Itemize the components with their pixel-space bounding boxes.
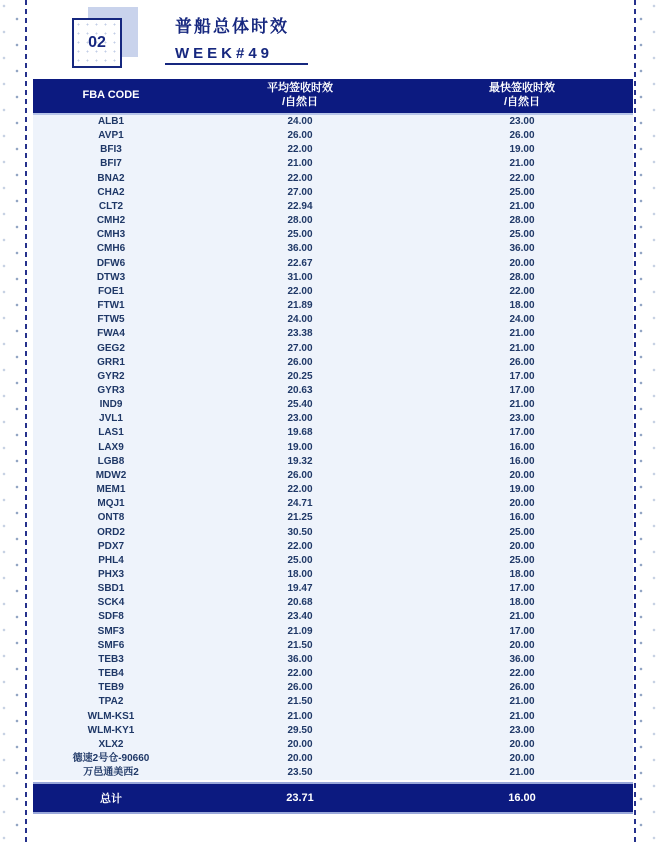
section-number: 02 [88, 34, 106, 51]
fastest-cell: 20.00 [509, 738, 535, 750]
fastest-cell: 25.00 [509, 526, 535, 538]
timeliness-table [33, 79, 633, 814]
fba-code-cell: TPA2 [98, 696, 124, 708]
table-row [33, 625, 633, 639]
table-row [33, 738, 633, 752]
fba-code-cell: CMH6 [96, 243, 126, 255]
fba-code-cell: GYR3 [97, 384, 125, 396]
table-row [33, 115, 633, 129]
table-row [33, 667, 633, 681]
avg-cell: 19.47 [287, 583, 313, 595]
fastest-cell: 21.00 [509, 342, 535, 354]
table-row [33, 214, 633, 228]
fastest-cell: 22.00 [509, 172, 535, 184]
fastest-cell: 19.00 [509, 484, 535, 496]
table-row [33, 441, 633, 455]
column-header-sublabel: /自然日 [281, 96, 319, 108]
fba-code-cell: FTW5 [97, 314, 125, 326]
fba-code-cell: DTW3 [96, 271, 126, 283]
fastest-cell: 28.00 [509, 271, 535, 283]
fastest-cell: 21.00 [509, 399, 535, 411]
avg-cell: 27.00 [287, 186, 313, 198]
left-dashed-rule [25, 0, 27, 844]
fastest-cell: 21.00 [509, 696, 535, 708]
table-header-row [33, 79, 633, 115]
table-row [33, 639, 633, 653]
table-row [33, 610, 633, 624]
avg-cell: 36.00 [287, 653, 313, 665]
avg-cell: 20.00 [287, 753, 313, 765]
fastest-cell: 28.00 [509, 215, 535, 227]
table-row [33, 242, 633, 256]
fba-code-cell: PHL4 [98, 554, 124, 566]
fba-code-cell: WLM-KY1 [87, 724, 135, 736]
fba-code-cell: AVP1 [98, 130, 124, 142]
fastest-cell: 25.00 [509, 554, 535, 566]
avg-cell: 22.00 [287, 144, 313, 156]
footer-average-value: 23.71 [286, 792, 314, 805]
table-row [33, 695, 633, 709]
avg-cell: 19.68 [287, 427, 313, 439]
fba-code-cell: CMH3 [96, 229, 126, 241]
avg-cell: 27.00 [287, 342, 313, 354]
avg-cell: 24.71 [287, 498, 313, 510]
fastest-cell: 23.00 [509, 724, 535, 736]
fastest-cell: 17.00 [509, 427, 535, 439]
avg-cell: 25.40 [287, 399, 313, 411]
fba-code-cell: SBD1 [97, 583, 125, 595]
fba-code-cell: SDF8 [98, 611, 124, 623]
fba-code-cell: DFW6 [96, 257, 126, 269]
avg-cell: 20.68 [287, 597, 313, 609]
table-footer-row [33, 782, 633, 814]
fastest-cell: 17.00 [509, 625, 535, 637]
fastest-cell: 21.00 [509, 158, 535, 170]
table-row [33, 200, 633, 214]
table-row [33, 285, 633, 299]
table-row [33, 398, 633, 412]
avg-cell: 21.09 [287, 625, 313, 637]
fba-code-cell: ORD2 [97, 526, 125, 538]
fba-code-cell: FTW1 [97, 300, 125, 312]
table-row [33, 356, 633, 370]
table-row [33, 752, 633, 766]
fastest-cell: 20.00 [509, 753, 535, 765]
fastest-cell: 25.00 [509, 186, 535, 198]
fastest-cell: 17.00 [509, 583, 535, 595]
avg-cell: 26.00 [287, 469, 313, 481]
fba-code-cell: 万邑通美西2 [83, 767, 139, 779]
fastest-cell: 21.00 [509, 710, 535, 722]
fastest-cell: 26.00 [509, 682, 535, 694]
fba-code-cell: LGB8 [97, 455, 125, 467]
avg-cell: 21.25 [287, 512, 313, 524]
table-row [33, 157, 633, 171]
fastest-cell: 21.00 [509, 767, 535, 779]
avg-cell: 23.38 [287, 328, 313, 340]
fastest-cell: 17.00 [509, 370, 535, 382]
fastest-cell: 26.00 [509, 356, 535, 368]
fba-code-cell: BNA2 [97, 172, 125, 184]
avg-cell: 36.00 [287, 243, 313, 255]
table-row [33, 596, 633, 610]
fastest-cell: 21.00 [509, 611, 535, 623]
fastest-cell: 16.00 [509, 441, 535, 453]
avg-cell: 28.00 [287, 215, 313, 227]
fba-code-cell: SMF3 [97, 625, 125, 637]
fastest-cell: 17.00 [509, 384, 535, 396]
fba-code-cell: JVL1 [99, 413, 123, 425]
fba-code-cell: MEM1 [96, 484, 126, 496]
page-title: 普船总体时效 [175, 17, 289, 36]
section-number-badge [72, 18, 122, 68]
fba-code-cell: LAX9 [98, 441, 124, 453]
fastest-cell: 22.00 [509, 668, 535, 680]
avg-cell: 21.00 [287, 158, 313, 170]
avg-cell: 20.63 [287, 384, 313, 396]
table-row [33, 384, 633, 398]
avg-cell: 26.00 [287, 682, 313, 694]
fba-code-cell: CHA2 [97, 186, 125, 198]
fba-code-cell: GYR2 [97, 370, 125, 382]
fastest-cell: 20.00 [509, 257, 535, 269]
fba-code-cell: WLM-KS1 [87, 710, 135, 722]
table-row [33, 327, 633, 341]
fba-code-cell: XLX2 [98, 738, 124, 750]
fba-code-cell: MDW2 [95, 469, 127, 481]
avg-cell: 22.00 [287, 668, 313, 680]
fastest-cell: 26.00 [509, 130, 535, 142]
column-header-average [189, 79, 411, 113]
table-body [33, 115, 633, 780]
fastest-cell: 20.00 [509, 498, 535, 510]
fastest-cell: 16.00 [509, 455, 535, 467]
avg-cell: 22.94 [287, 200, 313, 212]
avg-cell: 25.00 [287, 554, 313, 566]
avg-cell: 18.00 [287, 569, 313, 580]
footer-fastest-value: 16.00 [508, 792, 536, 805]
avg-cell: 21.89 [287, 300, 313, 312]
fba-code-cell: BFI7 [100, 158, 122, 170]
table-row [33, 172, 633, 186]
avg-cell: 23.50 [287, 767, 313, 779]
avg-cell: 22.67 [287, 257, 313, 269]
column-header-fastest [411, 79, 633, 113]
avg-cell: 19.32 [287, 455, 313, 467]
column-header-sublabel: /自然日 [503, 96, 541, 108]
table-row [33, 143, 633, 157]
table-row [33, 228, 633, 242]
fba-code-cell: MQJ1 [97, 498, 125, 510]
table-row [33, 271, 633, 285]
avg-cell: 25.00 [287, 229, 313, 241]
fba-code-cell: CMH2 [96, 215, 126, 227]
table-row [33, 370, 633, 384]
fastest-cell: 23.00 [509, 413, 535, 425]
fba-code-cell: BFI3 [100, 144, 122, 156]
column-header-label: 平均签收时效 [267, 82, 333, 95]
table-row [33, 469, 633, 483]
fba-code-cell: GEG2 [97, 342, 125, 354]
right-dashed-rule [634, 0, 636, 844]
table-row [33, 554, 633, 568]
avg-cell: 22.00 [287, 285, 313, 297]
fba-code-cell: FOE1 [97, 285, 125, 297]
fba-code-cell: SMF6 [97, 639, 125, 651]
avg-cell: 23.00 [287, 413, 313, 425]
fastest-cell: 20.00 [509, 639, 535, 651]
table-row [33, 681, 633, 695]
fba-code-cell: PDX7 [97, 540, 125, 552]
title-underline [165, 63, 308, 65]
fba-code-cell: CLT2 [98, 200, 124, 212]
table-row [33, 455, 633, 469]
table-row [33, 313, 633, 327]
avg-cell: 19.00 [287, 441, 313, 453]
table-row [33, 257, 633, 271]
avg-cell: 26.00 [287, 356, 313, 368]
fastest-cell: 25.00 [509, 229, 535, 241]
table-row [33, 412, 633, 426]
table-row [33, 540, 633, 554]
table-row [33, 766, 633, 780]
fastest-cell: 36.00 [509, 243, 535, 255]
title-block [175, 12, 289, 62]
fastest-cell: 18.00 [509, 597, 535, 609]
column-header-label: FBA CODE [82, 89, 140, 102]
fastest-cell: 36.00 [509, 653, 535, 665]
fastest-cell: 18.00 [509, 300, 535, 312]
table-row [33, 511, 633, 525]
avg-cell: 22.00 [287, 540, 313, 552]
fastest-cell: 22.00 [509, 285, 535, 297]
avg-cell: 23.40 [287, 611, 313, 623]
avg-cell: 31.00 [287, 271, 313, 283]
avg-cell: 29.50 [287, 724, 313, 736]
avg-cell: 20.25 [287, 370, 313, 382]
avg-cell: 21.00 [287, 710, 313, 722]
avg-cell: 24.00 [287, 314, 313, 326]
fastest-cell: 20.00 [509, 469, 535, 481]
table-row [33, 497, 633, 511]
fastest-cell: 19.00 [509, 144, 535, 156]
footer-total-label: 总计 [100, 793, 122, 806]
table-row [33, 299, 633, 313]
fba-code-cell: TEB4 [98, 668, 124, 680]
fastest-cell: 20.00 [509, 540, 535, 552]
fba-code-cell: ONT8 [97, 512, 125, 524]
fba-code-cell: TEB3 [98, 653, 124, 665]
avg-cell: 21.50 [287, 639, 313, 651]
fba-code-cell: SCK4 [97, 597, 125, 609]
table-row [33, 568, 633, 582]
fba-code-cell: IND9 [99, 399, 123, 411]
column-header-fba-code [33, 79, 189, 113]
avg-cell: 22.00 [287, 172, 313, 184]
avg-cell: 24.00 [287, 116, 313, 127]
table-row [33, 710, 633, 724]
fastest-cell: 18.00 [509, 569, 535, 580]
column-header-label: 最快签收时效 [489, 82, 555, 95]
table-row [33, 426, 633, 440]
fba-code-cell: TEB9 [98, 682, 124, 694]
avg-cell: 30.50 [287, 526, 313, 538]
avg-cell: 26.00 [287, 130, 313, 142]
fba-code-cell: ALB1 [97, 116, 125, 127]
avg-cell: 21.50 [287, 696, 313, 708]
table-row [33, 582, 633, 596]
fastest-cell: 21.00 [509, 200, 535, 212]
fastest-cell: 16.00 [509, 512, 535, 524]
fastest-cell: 24.00 [509, 314, 535, 326]
table-row [33, 483, 633, 497]
fba-code-cell: LAS1 [98, 427, 124, 439]
avg-cell: 22.00 [287, 484, 313, 496]
table-row [33, 526, 633, 540]
avg-cell: 20.00 [287, 738, 313, 750]
fba-code-cell: PHX3 [97, 569, 125, 580]
fba-code-cell: 德速2号仓-90660 [72, 753, 150, 765]
fba-code-cell: GRR1 [97, 356, 125, 368]
fastest-cell: 21.00 [509, 328, 535, 340]
table-row [33, 653, 633, 667]
table-row [33, 129, 633, 143]
page-subtitle: WEEK#49 [175, 45, 274, 62]
fastest-cell: 23.00 [509, 116, 535, 127]
table-row [33, 724, 633, 738]
table-row [33, 342, 633, 356]
table-row [33, 186, 633, 200]
fba-code-cell: FWA4 [97, 328, 125, 340]
